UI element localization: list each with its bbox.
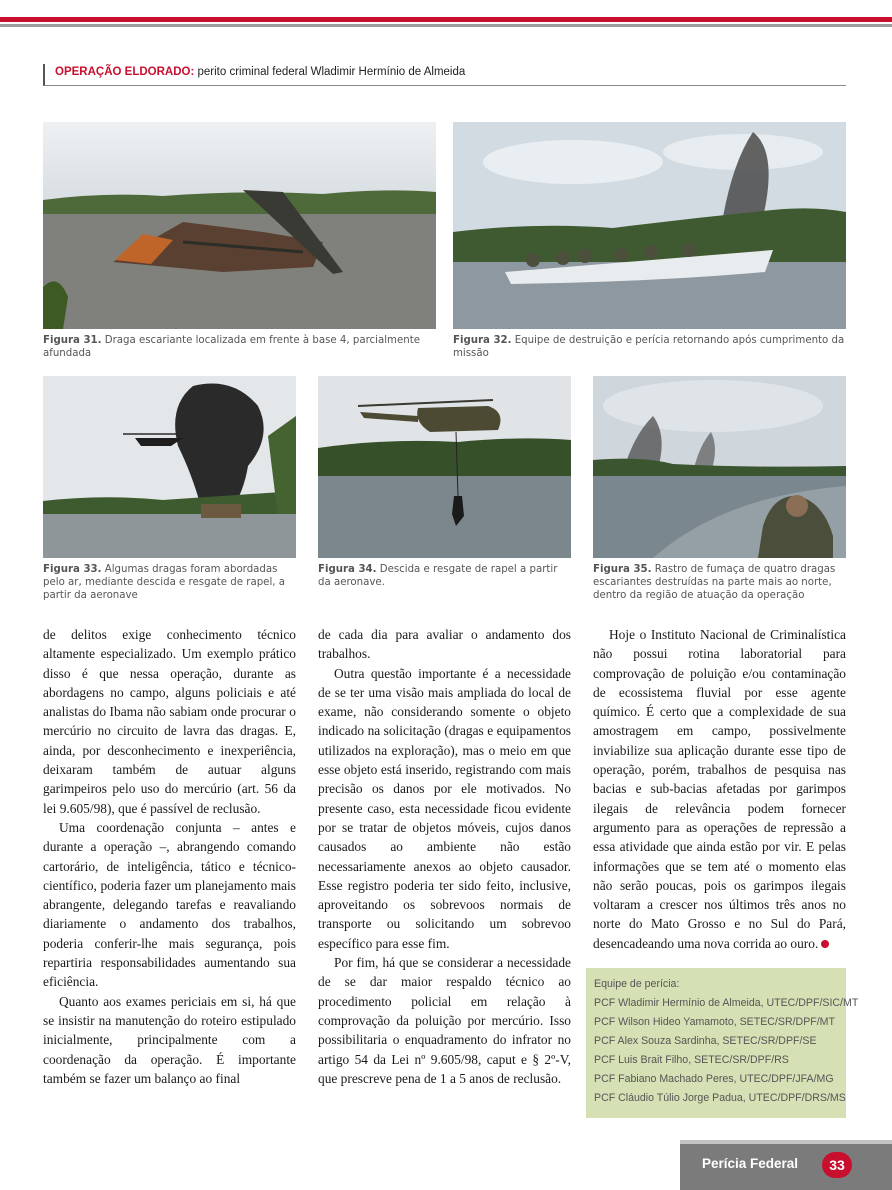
- figure-33-label: Figura 33.: [43, 564, 102, 575]
- paragraph-final-text: Hoje o Instituto Nacional de Criminalística não possui rotina laboratorial para comprovação de poluição e/ou contaminação de ecossistema fluvial por esse agente químico. É certo que a complexidade de sua amostragem em campo, possivelmente inviabilize sua aplicação durante esse tipo de operação, porém, trabalhos de pesquisa nas bacias e sub-bacias afetadas por garimpos ilegais de relevância podem fornecer argumento para as operações de repressão a essa atividade que ainda estão por vir. E pelas informações que se tem até o momento elas não serão poucas, pois os garimpos ilegais voltaram a crescer nos últimos três anos no norte do Mato Grosso e no Sul do Pará, desencadeando uma nova corrida ao ouro.: [593, 627, 846, 951]
- paragraph: Uma coordenação conjunta – antes e durante a operação –, abrangendo comando cartorário, de inteligência, tático e técnico-científico, poderia fazer um planejamento mais abrangente, delegando tarefas e reavaliando diariamente o andamento dos trabalhos, poderia conferir-lhe mais segurança, pois repartiria responsabilidades aumentando sua eficiência.: [43, 819, 296, 990]
- end-mark-icon: [821, 940, 829, 948]
- figure-31-caption: [43, 334, 438, 360]
- body-column-3: [593, 625, 846, 953]
- figure-35-caption: [593, 563, 848, 602]
- figure-32-label: Figura 32.: [453, 335, 512, 346]
- figure-34-label: Figura 34.: [318, 564, 377, 575]
- top-gray-bar: [0, 24, 892, 27]
- paragraph: Quanto aos exames periciais em si, há que se insistir na manutenção do roteiro estipulado inicialmente, principalmente com a coordenação da operação. É importante também se fazer um balanço ao final: [43, 993, 296, 1086]
- figure-35-label: Figura 35.: [593, 564, 652, 575]
- figure-35-text: Rastro de fumaça de quatro dragas escariantes destruídas na parte mais ao norte, dentro da região de atuação da operação: [593, 564, 836, 601]
- team-member: PCF Cláudio Túlio Jorge Padua, UTEC/DPF/DRS/MS: [594, 1092, 846, 1104]
- figure-34-photo: [318, 376, 571, 558]
- figure-34-text: Descida e resgate de rapel a partir da aeronave.: [318, 564, 558, 588]
- figure-31-photo: [43, 122, 436, 329]
- header-operation: OPERAÇÃO ELDORADO:: [55, 66, 195, 78]
- header-subtitle: perito criminal federal Wladimir Hermínio de Almeida: [194, 66, 466, 78]
- team-member: PCF Wladimir Hermínio de Almeida, UTEC/DPF/SIC/MT: [594, 997, 859, 1009]
- figure-35-photo: [593, 376, 846, 558]
- figure-33-text: Algumas dragas foram abordadas pelo ar, mediante descida e resgate de rapel, a partir da aeronave: [43, 564, 285, 601]
- paragraph: Por fim, há que se considerar a necessidade de se dar maior respaldo técnico ao procedimento policial em relação à comprovação da poluição por mercúrio. Isso possibilitaria o enquadramento do infrator no artigo 54 da Lei nº 9.605/98, caput e § 2º-V, que prescreve pena de 1 a 5 anos de reclusão.: [318, 955, 571, 1086]
- footer-band-top: [680, 1140, 892, 1144]
- body-column-1: [43, 625, 296, 1088]
- paragraph-final: [593, 625, 846, 953]
- team-member: PCF Fabiano Machado Peres, UTEC/DPF/JFA/MG: [594, 1073, 834, 1085]
- figure-31-text: Draga escariante localizada em frente à base 4, parcialmente afundada: [43, 335, 420, 359]
- figure-33-photo: [43, 376, 296, 558]
- team-member: PCF Luis Brait Filho, SETEC/SR/DPF/RS: [594, 1054, 789, 1066]
- figure-34-caption: [318, 563, 573, 589]
- team-title: Equipe de perícia:: [594, 978, 680, 990]
- figure-31-label: Figura 31.: [43, 335, 102, 346]
- team-box: [586, 968, 859, 1118]
- figure-32-photo: [453, 122, 846, 329]
- team-member: PCF Wilson Hideo Yamamoto, SETEC/SR/DPF/MT: [594, 1016, 835, 1028]
- figure-32-text: Equipe de destruição e perícia retornando após cumprimento da missão: [453, 335, 845, 359]
- magazine-title: Perícia Federal: [702, 1156, 799, 1171]
- top-red-bar: [0, 17, 892, 22]
- page-number: 33: [822, 1152, 852, 1178]
- paragraph: de cada dia para avaliar o andamento dos trabalhos.: [318, 627, 571, 662]
- paragraph: Outra questão importante é a necessidade de se ter uma visão mais ampliada do local de exame, não considerando somente o objeto indicado na solicitação (dragas e equipamentos utilizados na exploração), mas o meio em que esse objeto está inserido, registrando com mais precisão os danos por ele motivados. No presente caso, esta necessidade ficou evidente por se tratar de objetos móveis, cujos danos causados ao ambiente não estão necessariamente anexos ao objeto causador. Esse registro poderia ter sido feito, inclusive, aproveitando os sobrevoos normais de transporte ou solicitando um sobrevoo específico para esse fim.: [318, 665, 571, 951]
- figure-33-caption: [43, 563, 298, 602]
- paragraph: de delitos exige conhecimento técnico altamente especializado. Um exemplo prático disso é que nessa operação, durante as abordagens no campo, alguns policiais e até analistas do Ibama não sabiam onde procurar o mercúrio no circuito de lavra das dragas. E, ainda, por desconhecimento e inexperiência, deixaram também de autuar alguns garimpeiros pelo uso do mercúrio (art. 56 da lei 9.605/98), que é passível de reclusão.: [43, 627, 296, 816]
- header-text: [55, 66, 465, 78]
- figure-32-caption: [453, 334, 848, 360]
- body-column-2: [318, 625, 571, 1088]
- team-member: PCF Alex Souza Sardinha, SETEC/SR/DPF/SE: [594, 1035, 817, 1047]
- running-header: [43, 64, 846, 86]
